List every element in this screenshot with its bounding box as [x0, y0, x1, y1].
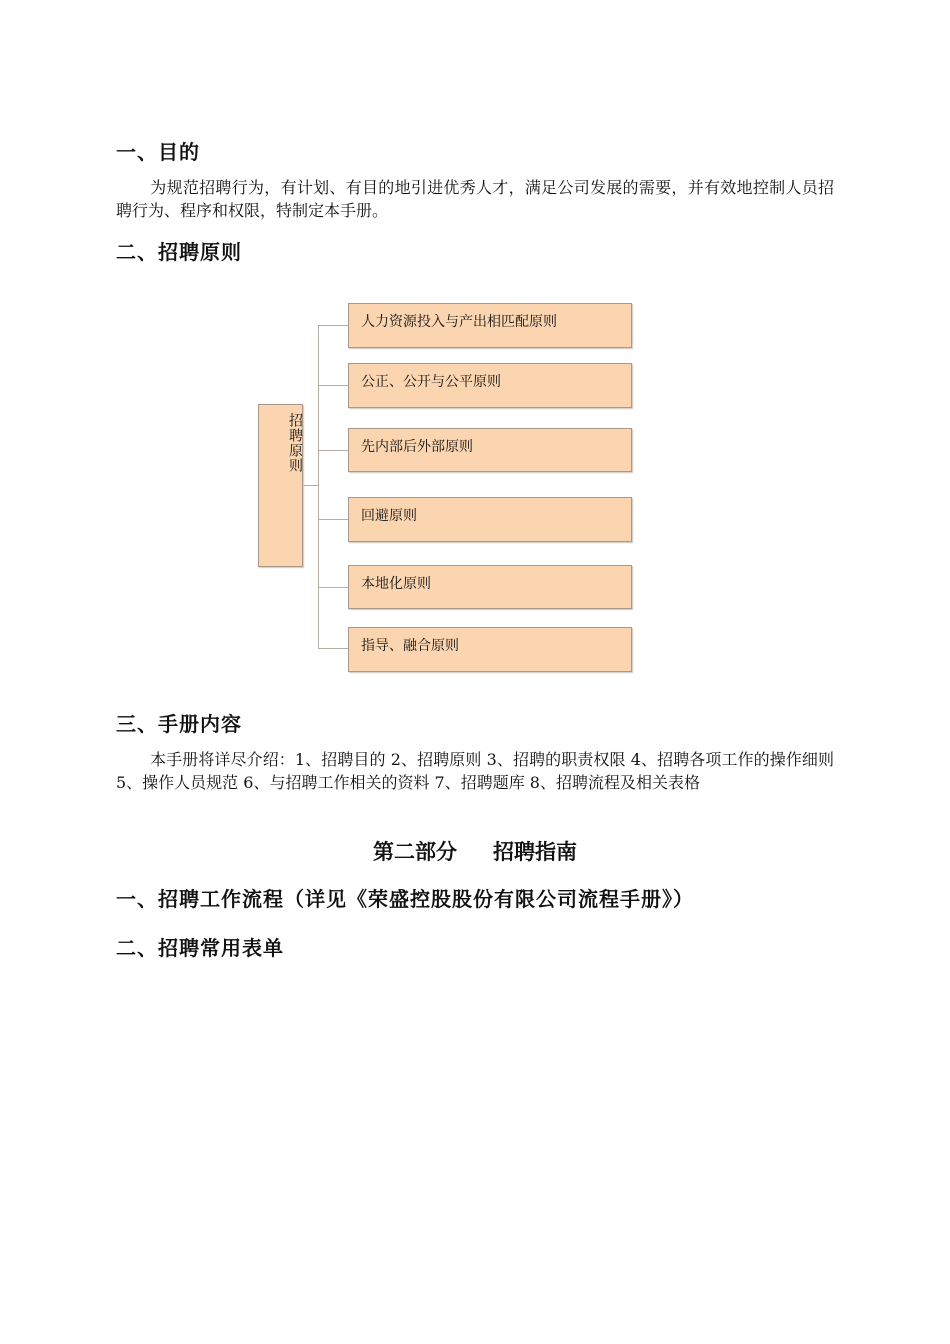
- branch-line: [318, 587, 349, 588]
- principle-node: [348, 565, 632, 609]
- principle-node: [348, 497, 632, 542]
- principle-node: [348, 428, 632, 472]
- root-label: 招聘原则: [287, 413, 303, 473]
- branch-line: [318, 325, 349, 326]
- principle-node: [348, 627, 632, 672]
- principle-node: [348, 303, 632, 348]
- root-connector: [303, 485, 319, 486]
- section-heading-principles: 二、招聘原则: [116, 240, 242, 264]
- purpose-paragraph: [116, 176, 834, 222]
- section-heading-forms: 二、招聘常用表单: [116, 936, 284, 960]
- diagram-root-node: [258, 404, 303, 567]
- part-label: 第二部分: [373, 839, 457, 864]
- part-name: 招聘指南: [493, 839, 577, 864]
- trunk-line: [318, 325, 319, 649]
- part-title: [0, 836, 950, 866]
- branch-line: [318, 450, 349, 451]
- section-heading-purpose: 一、目的: [116, 140, 200, 164]
- contents-paragraph: [116, 748, 834, 794]
- branch-line: [318, 648, 349, 649]
- principle-label: 回避原则: [361, 508, 417, 524]
- principle-label: 本地化原则: [361, 576, 431, 592]
- branch-line: [318, 519, 349, 520]
- branch-line: [318, 385, 349, 386]
- contents-text: 本手册将详尽介绍：1、招聘目的 2、招聘原则 3、招聘的职责权限 4、招聘各项工作的操作细则 5、操作人员规范 6、与招聘工作相关的资料 7、招聘题库 8、招聘流程及相关表格: [116, 750, 834, 792]
- purpose-text: 为规范招聘行为，有计划、有目的地引进优秀人才，满足公司发展的需要，并有效地控制人员招聘行为、程序和权限，特制定本手册。: [116, 178, 834, 220]
- principle-label: 先内部后外部原则: [361, 439, 473, 455]
- principle-label: 人力资源投入与产出相匹配原则: [361, 314, 557, 330]
- principle-label: 指导、融合原则: [361, 638, 459, 654]
- section-heading-contents: 三、手册内容: [116, 712, 242, 736]
- section-heading-workflow: 一、招聘工作流程（详见《荣盛控股股份有限公司流程手册》）: [116, 887, 694, 911]
- principle-node: [348, 363, 632, 408]
- principle-label: 公正、公开与公平原则: [361, 374, 501, 390]
